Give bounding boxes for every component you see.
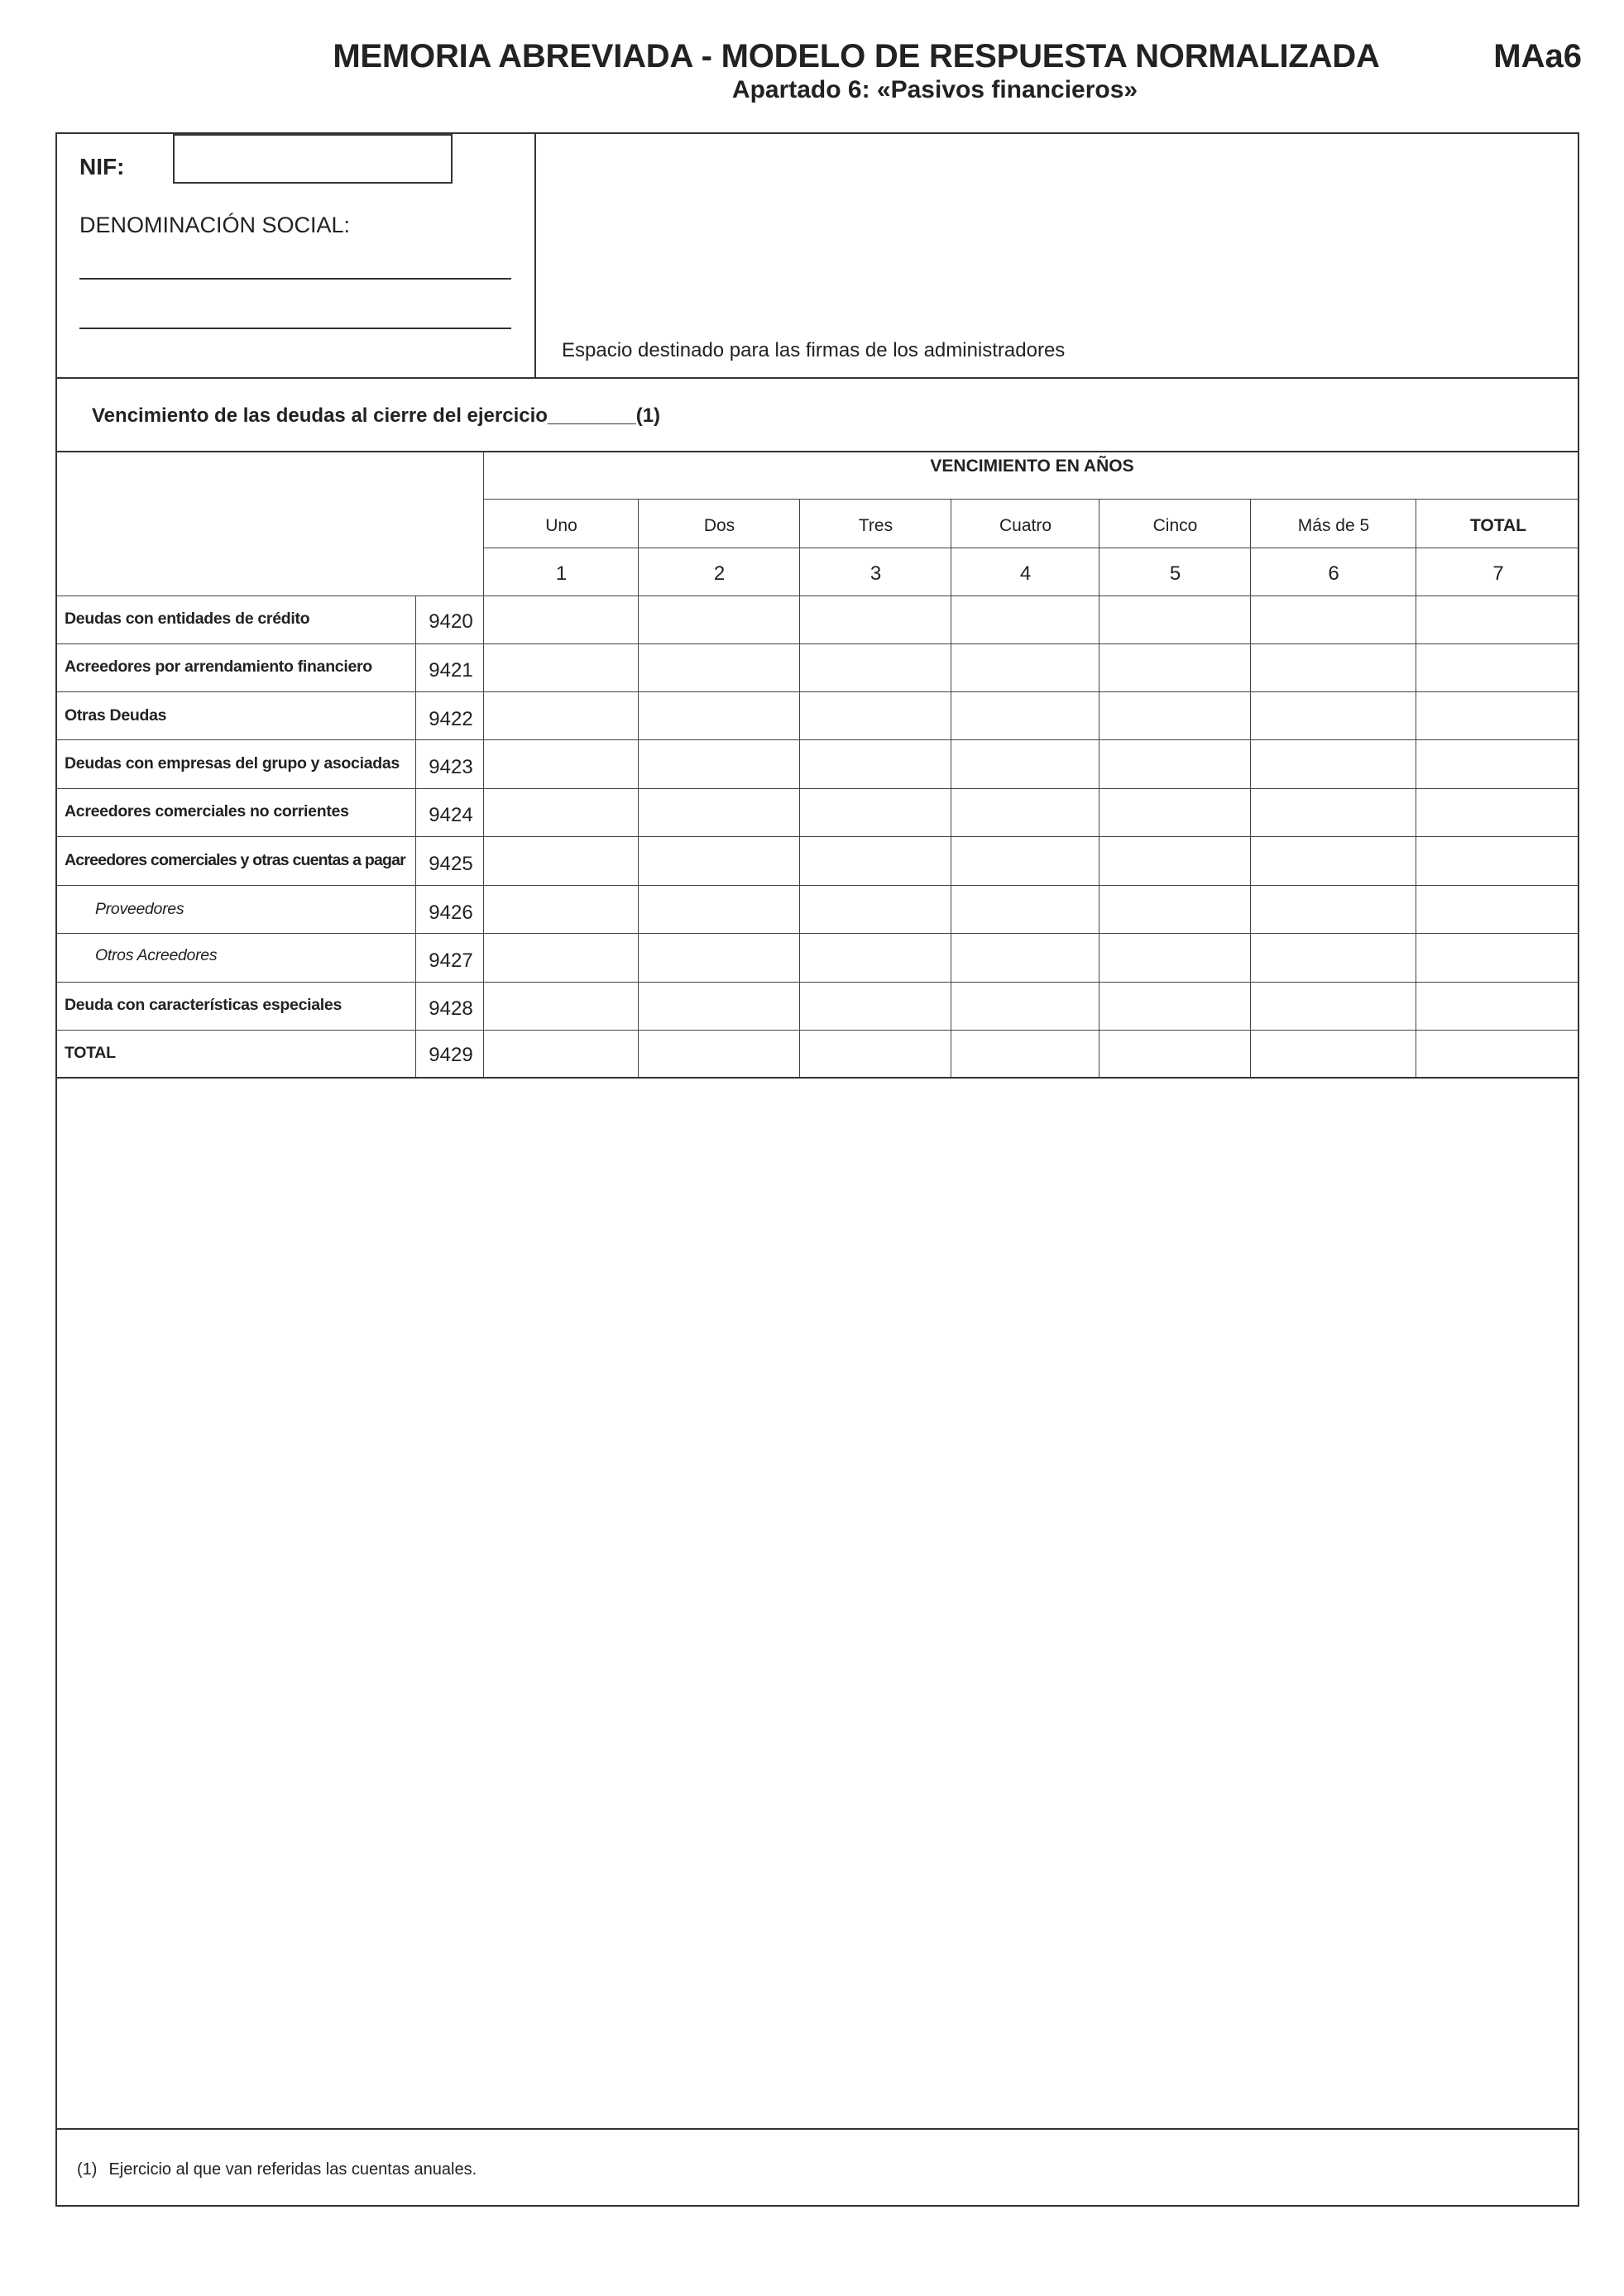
section-title-bottom-rule (55, 451, 1579, 452)
footnote-rule (55, 2128, 1579, 2130)
column-number-2: 2 (713, 562, 726, 585)
row-code-9420: 9420 (429, 610, 473, 633)
column-header-cinco: Cinco (1152, 516, 1198, 535)
row-code-9423: 9423 (429, 756, 473, 778)
nif-label: NIF: (79, 154, 125, 179)
row-label-9427: Otros Acreedores (95, 946, 218, 964)
row-code-9427: 9427 (429, 949, 473, 972)
column-number-3: 3 (869, 562, 882, 585)
row-code-9424: 9424 (429, 804, 473, 826)
row-label-9420: Deudas con entidades de crédito (65, 610, 310, 628)
form-code: MAa6 (1493, 38, 1582, 74)
company-name-line-2[interactable] (79, 328, 511, 329)
nif-input[interactable] (173, 134, 453, 184)
footnote-text: Ejercicio al que van referidas las cuentas anuales. (108, 2160, 477, 2179)
maturity-years-header: VENCIMIENTO EN AÑOS (930, 457, 1134, 476)
row-label-9424: Acreedores comerciales no corrientes (65, 802, 349, 820)
table-bottom-rule (55, 1077, 1579, 1079)
row-label-9422: Otras Deudas (65, 706, 167, 725)
column-number-1: 1 (555, 562, 568, 585)
row-code-9426: 9426 (429, 902, 473, 924)
column-header-mas-de-5: Más de 5 (1297, 516, 1370, 535)
identification-bottom-rule (55, 377, 1579, 379)
column-header-uno: Uno (545, 516, 577, 535)
row-label-9428: Deuda con características especiales (65, 996, 342, 1014)
column-header-total: TOTAL (1469, 516, 1527, 535)
column-header-cuatro: Cuatro (999, 516, 1052, 535)
column-header-tres: Tres (858, 516, 893, 535)
row-label-9429: TOTAL (65, 1044, 116, 1062)
company-name-label: DENOMINACIÓN SOCIAL: (79, 213, 351, 237)
section-title: Vencimiento de las deudas al cierre del ejercicio________(1) (92, 404, 661, 427)
column-number-7: 7 (1492, 562, 1504, 585)
row-label-9421: Acreedores por arrendamiento financiero (65, 658, 372, 676)
form-title: MEMORIA ABREVIADA - MODELO DE RESPUESTA NORMALIZADA (333, 38, 1380, 74)
footnote (77, 2160, 477, 2179)
row-label-9423: Deudas con empresas del grupo y asociadas (65, 754, 400, 773)
form-frame (55, 132, 1579, 2207)
company-name-line-1[interactable] (79, 278, 511, 280)
column-number-4: 4 (1019, 562, 1032, 585)
row-code-9422: 9422 (429, 708, 473, 730)
footnote-marker: (1) (77, 2160, 98, 2179)
identification-divider (534, 132, 536, 378)
row-label-9425: Acreedores comerciales y otras cuentas a pagar (65, 851, 405, 869)
column-number-5: 5 (1169, 562, 1181, 585)
row-code-9428: 9428 (429, 997, 473, 1020)
form-subtitle: Apartado 6: «Pasivos financieros» (731, 76, 1138, 103)
row-code-9425: 9425 (429, 853, 473, 875)
row-code-9421: 9421 (429, 659, 473, 682)
column-number-6: 6 (1328, 562, 1339, 585)
row-code-9429: 9429 (429, 1044, 473, 1066)
column-header-dos: Dos (703, 516, 735, 535)
row-label-9426: Proveedores (95, 900, 184, 918)
signature-area-label: Espacio destinado para las firmas de los administradores (562, 339, 1066, 361)
